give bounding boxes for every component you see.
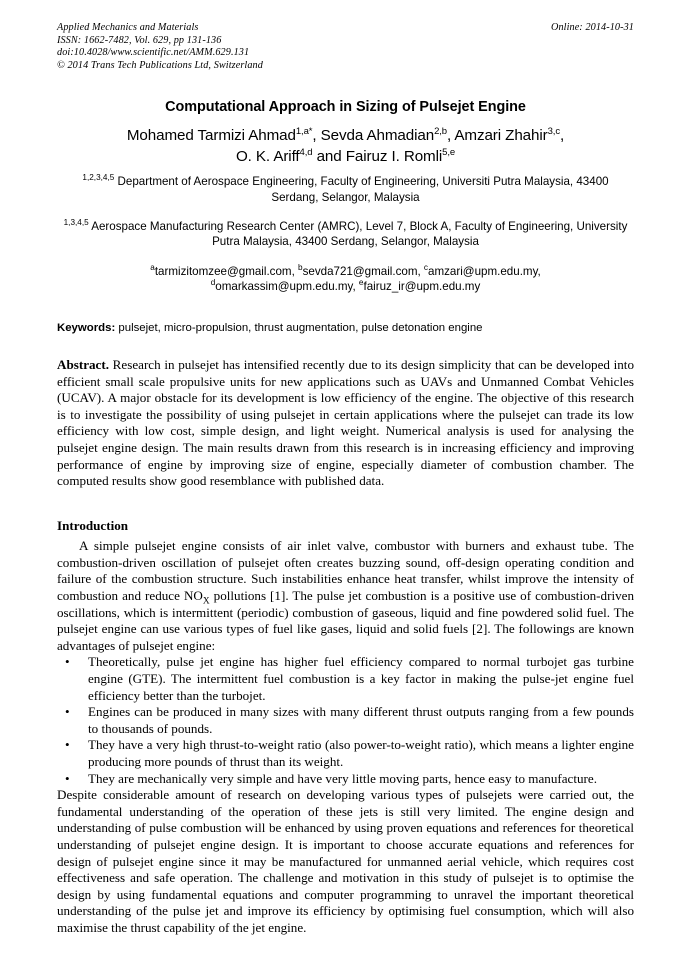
author-name-3: Amzari Zhahir: [454, 127, 548, 145]
email-address-a[interactable]: tarmizitomzee@gmail.com,: [154, 264, 299, 278]
author-name-4: O. K. Ariff: [235, 148, 300, 166]
author-sup-1: 1,a*: [295, 126, 313, 138]
author-name-2: Sevda Ahmadian: [320, 127, 435, 145]
list-item: [57, 654, 634, 704]
nox-subscript: X: [202, 596, 210, 607]
abstract-paragraph: [57, 357, 634, 490]
author-list: [57, 125, 634, 167]
list-item: [57, 771, 634, 788]
email-sup-d: d: [210, 278, 216, 288]
list-item-text: They have a very high thrust-to-weight ratio (also power-to-weight ratio), which means a lighter engine producing more pounds of thrust than its weight.: [88, 737, 634, 769]
author-name-1: Mohamed Tarmizi Ahmad: [126, 127, 296, 145]
bullet-icon: •: [65, 704, 70, 720]
email-address-d[interactable]: omarkassim@upm.edu.my,: [215, 280, 359, 294]
affiliation-sup-2: 1,3,4,5: [63, 217, 89, 227]
list-item: [57, 704, 634, 737]
list-item-text: They are mechanically very simple and have very little moving parts, hence easy to manufacture.: [88, 770, 598, 786]
list-item: [57, 737, 634, 770]
author-line1-end: ,: [560, 127, 565, 145]
bullet-icon: •: [65, 770, 70, 786]
issn-line: ISSN: 1662-7482, Vol. 629, pp 131-136: [57, 34, 222, 46]
author-sup-3: 3,c: [547, 126, 560, 138]
affiliation-sup-1: 1,2,3,4,5: [82, 173, 115, 183]
online-date: Online: 2014-10-31: [550, 22, 634, 33]
author-conjunction: and: [312, 148, 346, 166]
affiliation-1: [57, 174, 634, 205]
affiliation-text-1: Department of Aerospace Engineering, Faculty of Engineering, Universiti Putra Malaysia, 43400 Serdang, Selangor, Malaysia: [117, 175, 609, 204]
author-name-5: Fairuz I. Romli: [345, 148, 443, 166]
author-sup-4: 4,d: [299, 147, 313, 159]
email-address-e[interactable]: fairuz_ir@upm.edu.my: [363, 280, 481, 294]
email-sup-b: b: [298, 262, 303, 272]
email-address-c[interactable]: amzari@upm.edu.my,: [428, 264, 541, 278]
email-sup-c: c: [423, 262, 429, 272]
email-sup-e: e: [358, 278, 364, 288]
list-item-text: Theoretically, pulse jet engine has higher fuel efficiency compared to normal turbojet gas turbine engine (GTE). The intermittent fuel combustion is a key factor in making the pulse-jet engine fuel efficiency better than the turbojet.: [88, 654, 634, 703]
author-separator-1: ,: [312, 127, 321, 145]
email-address-b[interactable]: sevda721@gmail.com,: [302, 264, 424, 278]
doi-line: doi:10.4028/www.scientific.net/AMM.629.131: [57, 47, 250, 59]
bullet-icon: •: [65, 737, 70, 753]
email-list: [57, 264, 634, 295]
list-item-text: Engines can be produced in many sizes with many different thrust outputs ranging from a few pounds to thousands of pounds.: [88, 704, 634, 736]
author-sup-2: 2,b: [434, 126, 447, 138]
intro-paragraph-1-pre: A simple pulsejet engine consists of air inlet valve, combustor with burners and exhaust tube. The combustion-driven oscillation of pulsejet often creates buzzing sound, off-design operating condition and failure of the combustion structure. Such instabilities enhance heat transfer, whilst improve the intensity of combustion and reduce NO: [57, 538, 634, 604]
copyright-line: © 2014 Trans Tech Publications Ltd, Switzerland: [57, 59, 263, 71]
keywords-label: Keywords:: [57, 321, 116, 334]
author-separator-2: ,: [446, 127, 455, 145]
keywords-value: pulsejet, micro-propulsion, thrust augmentation, pulse detonation engine: [115, 321, 483, 334]
affiliation-2: [57, 219, 634, 250]
running-head: [57, 22, 634, 72]
section-heading-introduction: Introduction: [57, 517, 129, 533]
abstract-text: Research in pulsejet has intensified recently due to its design simplicity that can be developed into efficient small scale propulsive units for new applications such as UAVs and Unmanned Combat Vehicles (UCAV). A major obstacle for its development is low efficiency of the engine. The objective of this research is to investigate the possibility of using pulsejet in certain applications where the pulsejet can trade its low efficiency with low cost, simple design, and light weight. Numerical analysis is used for analysing the pulsejet engine design. The main results drawn from this research is in increasing efficiency and improving performance of engine by improving size of engine, especially diameter of combustion chamber. The computed results show good resemblance with published data.: [57, 356, 634, 489]
keywords-line: [57, 321, 634, 336]
abstract-label: Abstract.: [57, 356, 109, 372]
advantages-list: [57, 654, 634, 787]
email-sup-a: a: [150, 262, 155, 272]
intro-paragraph-1: [57, 538, 634, 654]
intro-paragraph-2: Despite considerable amount of research on developing various types of pulsejets were carried out, the fundamental understanding of the operation of these jets is still very limited. The engine design and understanding of pulse combustion will be enhanced by using proven equations and references for theoretical understanding of pulsejet engine design. It is important to choose accurate equations and references for design of pulsejet engine since it may be manufactured for unmanned aerial vehicle, which requires cost effectiveness and safe operation. The challenge and motivation in this study of pulsejet is to optimise the design by using fundamental equations and computer programming to unravel the important theoretical understanding of the pulse jet and improve its efficiency by optimising fuel consumption, which will also maximise the thrust capability of the jet engine.: [57, 787, 634, 935]
bullet-icon: •: [65, 654, 70, 670]
paper-title: Computational Approach in Sizing of Pulsejet Engine: [165, 99, 526, 116]
author-sup-5: 5,e: [442, 147, 456, 159]
journal-name: Applied Mechanics and Materials: [57, 22, 199, 33]
affiliation-text-2: Aerospace Manufacturing Research Center (AMRC), Level 7, Block A, Faculty of Engineering, University Putra Malaysia, 43400 Serdang, Selangor, Malaysia: [91, 219, 628, 249]
intro-paragraph-1-post: pollutions [1]. The pulse jet combustion is a positive use of combustion-driven oscillations, which is intermittent (periodic) combustion of gaseous, liquid and fine powdered solid fuel. The pulsejet engine can use various types of fuel like gases, liquid and solid fuels [2]. The followings are known advantages of pulsejet engine:: [57, 588, 634, 653]
